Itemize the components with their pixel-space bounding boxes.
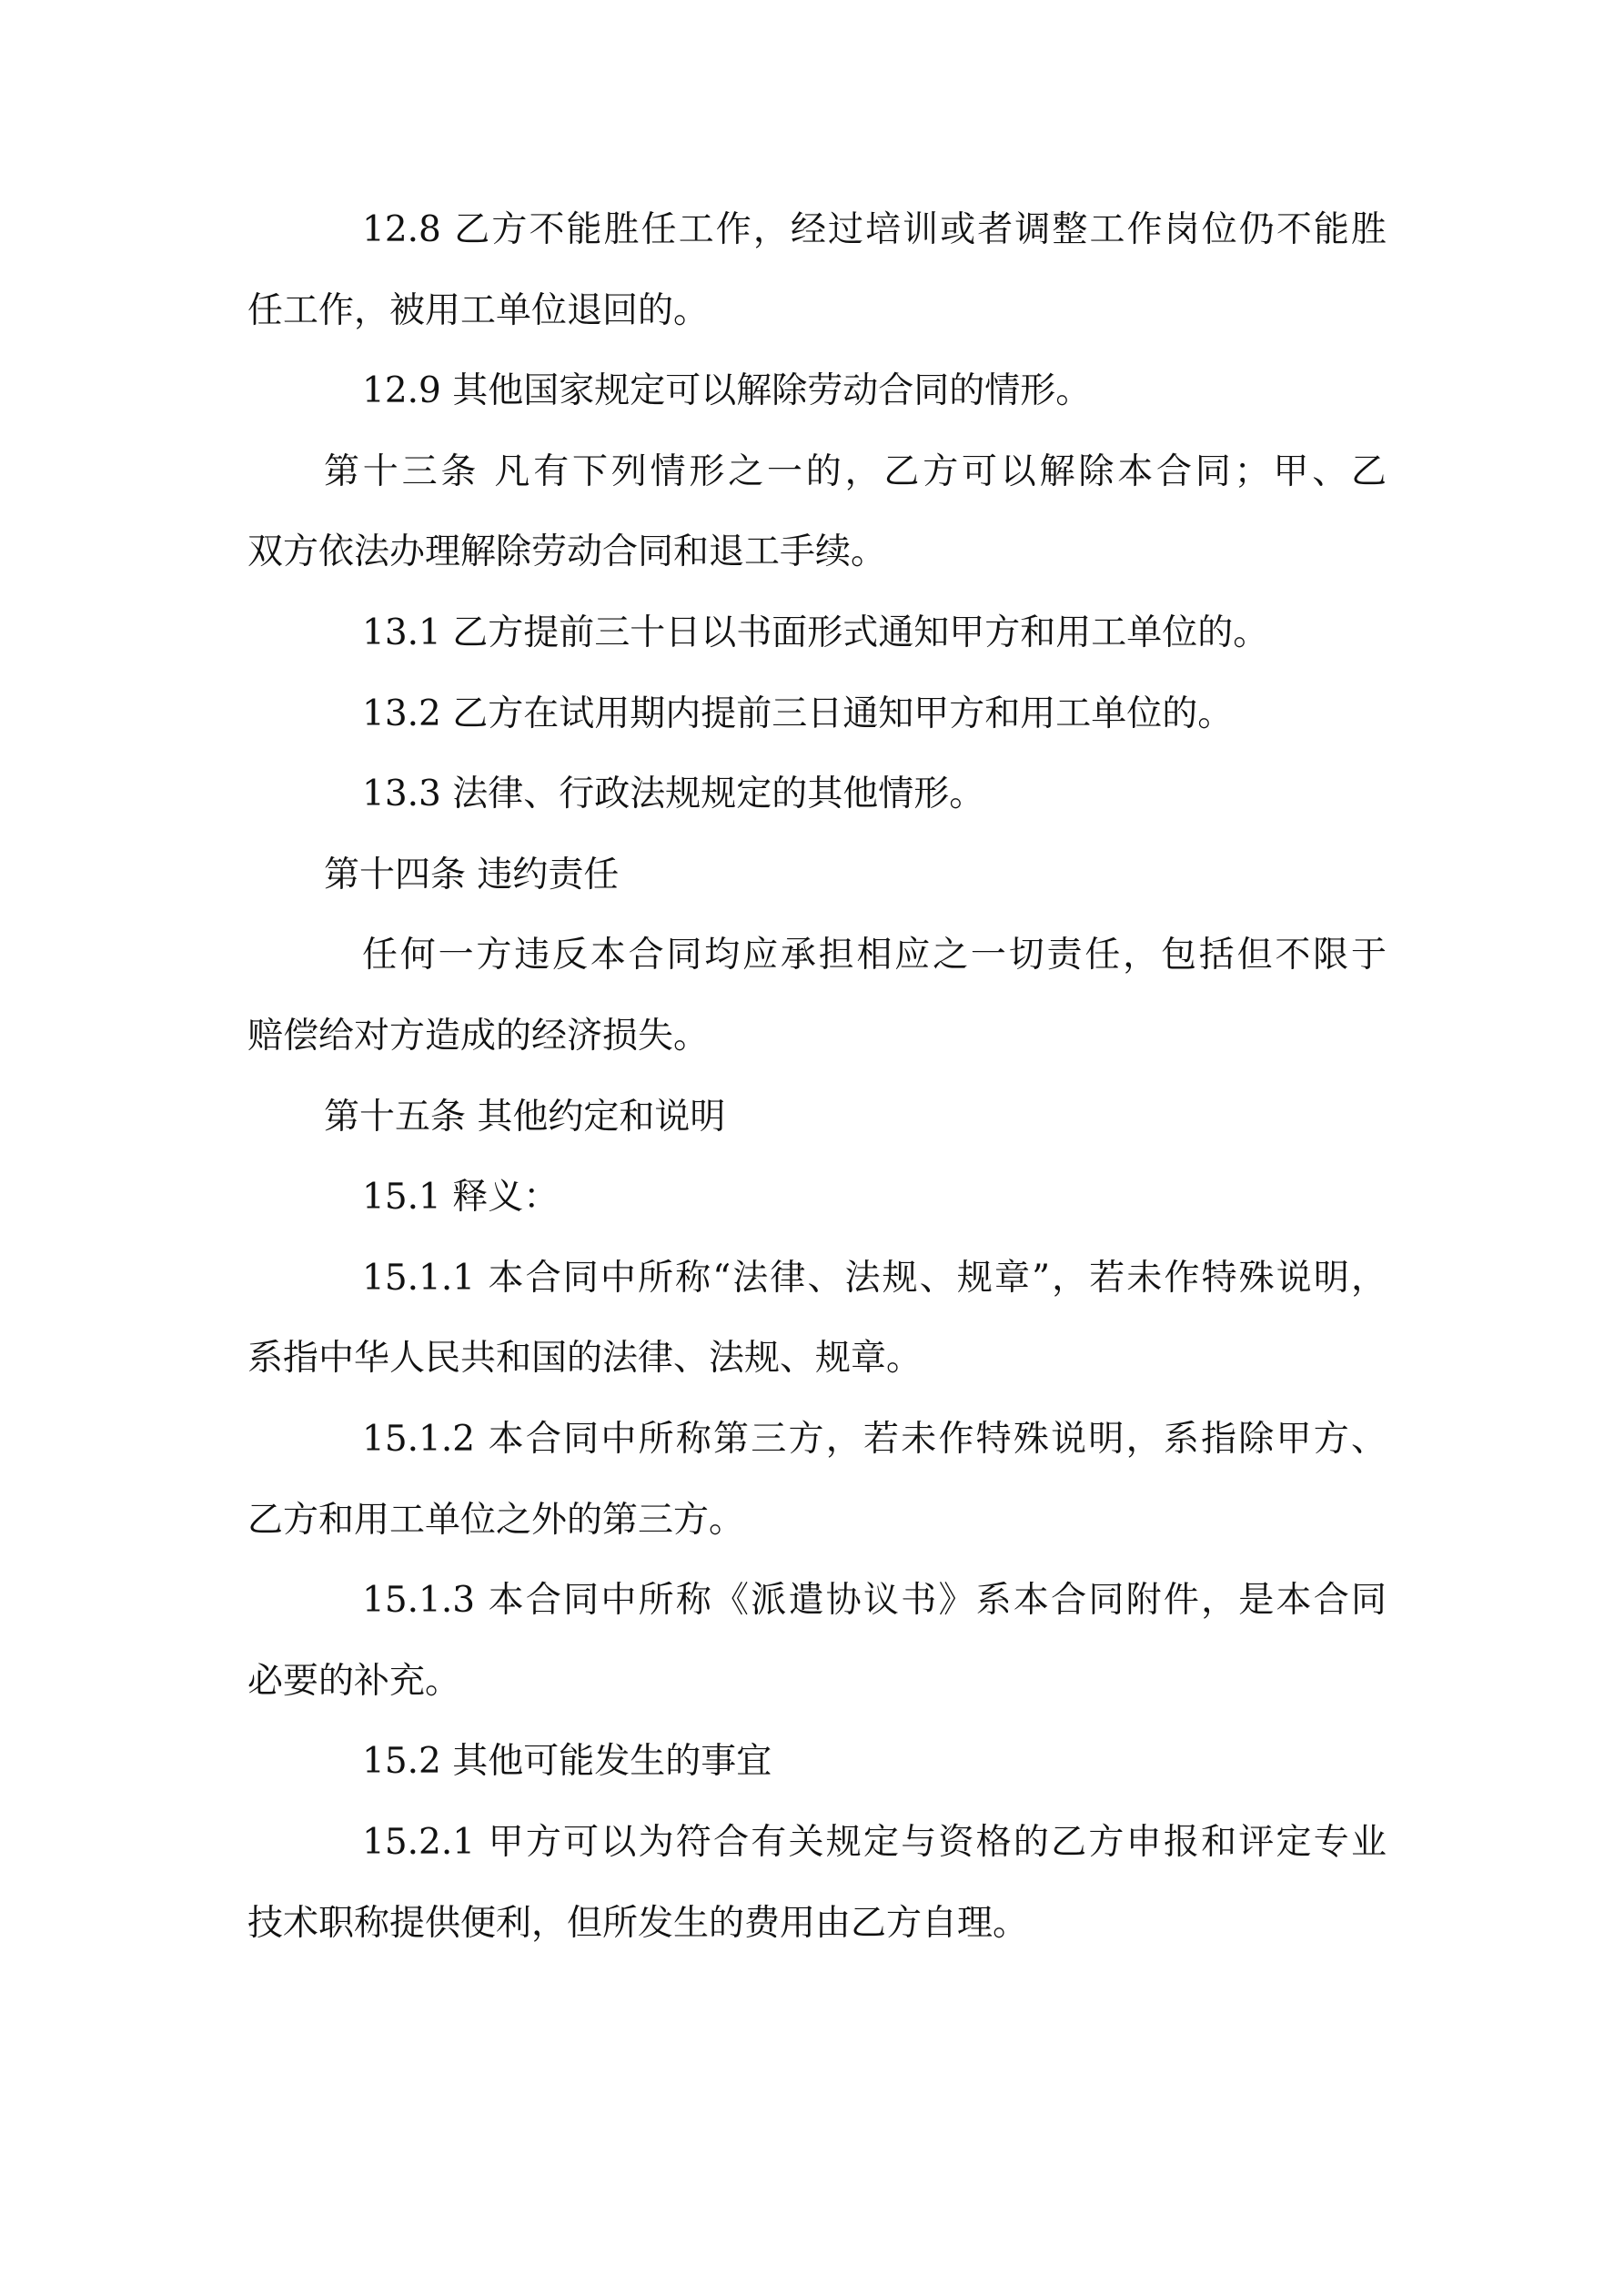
document-line: 13.1 乙方提前三十日以书面形式通知甲方和用工单位的。	[362, 612, 1269, 653]
document-line: 15.1.2 本合同中所称第三方，若未作特殊说明，系指除甲方、	[362, 1419, 1387, 1460]
document-line: 第十五条 其他约定和说明	[324, 1097, 726, 1138]
document-line: 乙方和用工单位之外的第三方。	[247, 1500, 745, 1541]
document-line: 赔偿给对方造成的经济损失。	[247, 1016, 710, 1057]
document-line: 第十三条 凡有下列情形之一的，乙方可以解除本合同；甲、乙	[324, 451, 1387, 492]
document-line: 任何一方违反本合同均应承担相应之一切责任，包括但不限于	[362, 935, 1387, 976]
document-line: 15.2.1 甲方可以为符合有关规定与资格的乙方申报和评定专业	[362, 1822, 1387, 1863]
document-line: 13.3 法律、行政法规规定的其他情形。	[362, 774, 985, 814]
document-line: 13.2 乙方在试用期内提前三日通知甲方和用工单位的。	[362, 693, 1234, 734]
document-line: 第十四条 违约责任	[324, 855, 620, 895]
document-line: 必要的补充。	[247, 1661, 461, 1702]
document-line: 双方依法办理解除劳动合同和退工手续。	[247, 531, 887, 572]
document-line: 15.1.1 本合同中所称“法律、法规、规章”，若未作特殊说明，	[362, 1258, 1387, 1299]
document-line: 15.2 其他可能发生的事宜	[362, 1741, 772, 1782]
document-line: 15.1.3 本合同中所称《派遣协议书》系本合同附件，是本合同	[362, 1580, 1387, 1621]
document-line: 12.9 其他国家规定可以解除劳动合同的情形。	[362, 370, 1092, 411]
document-line: 12.8 乙方不能胜任工作，经过培训或者调整工作岗位仍不能胜	[362, 209, 1387, 250]
document-line: 技术职称提供便利，但所发生的费用由乙方自理。	[247, 1903, 1029, 1944]
document-line: 系指中华人民共和国的法律、法规、规章。	[247, 1338, 923, 1379]
document-line: 15.1 释义：	[362, 1177, 560, 1218]
document-line: 任工作，被用工单位退回的。	[247, 290, 710, 331]
